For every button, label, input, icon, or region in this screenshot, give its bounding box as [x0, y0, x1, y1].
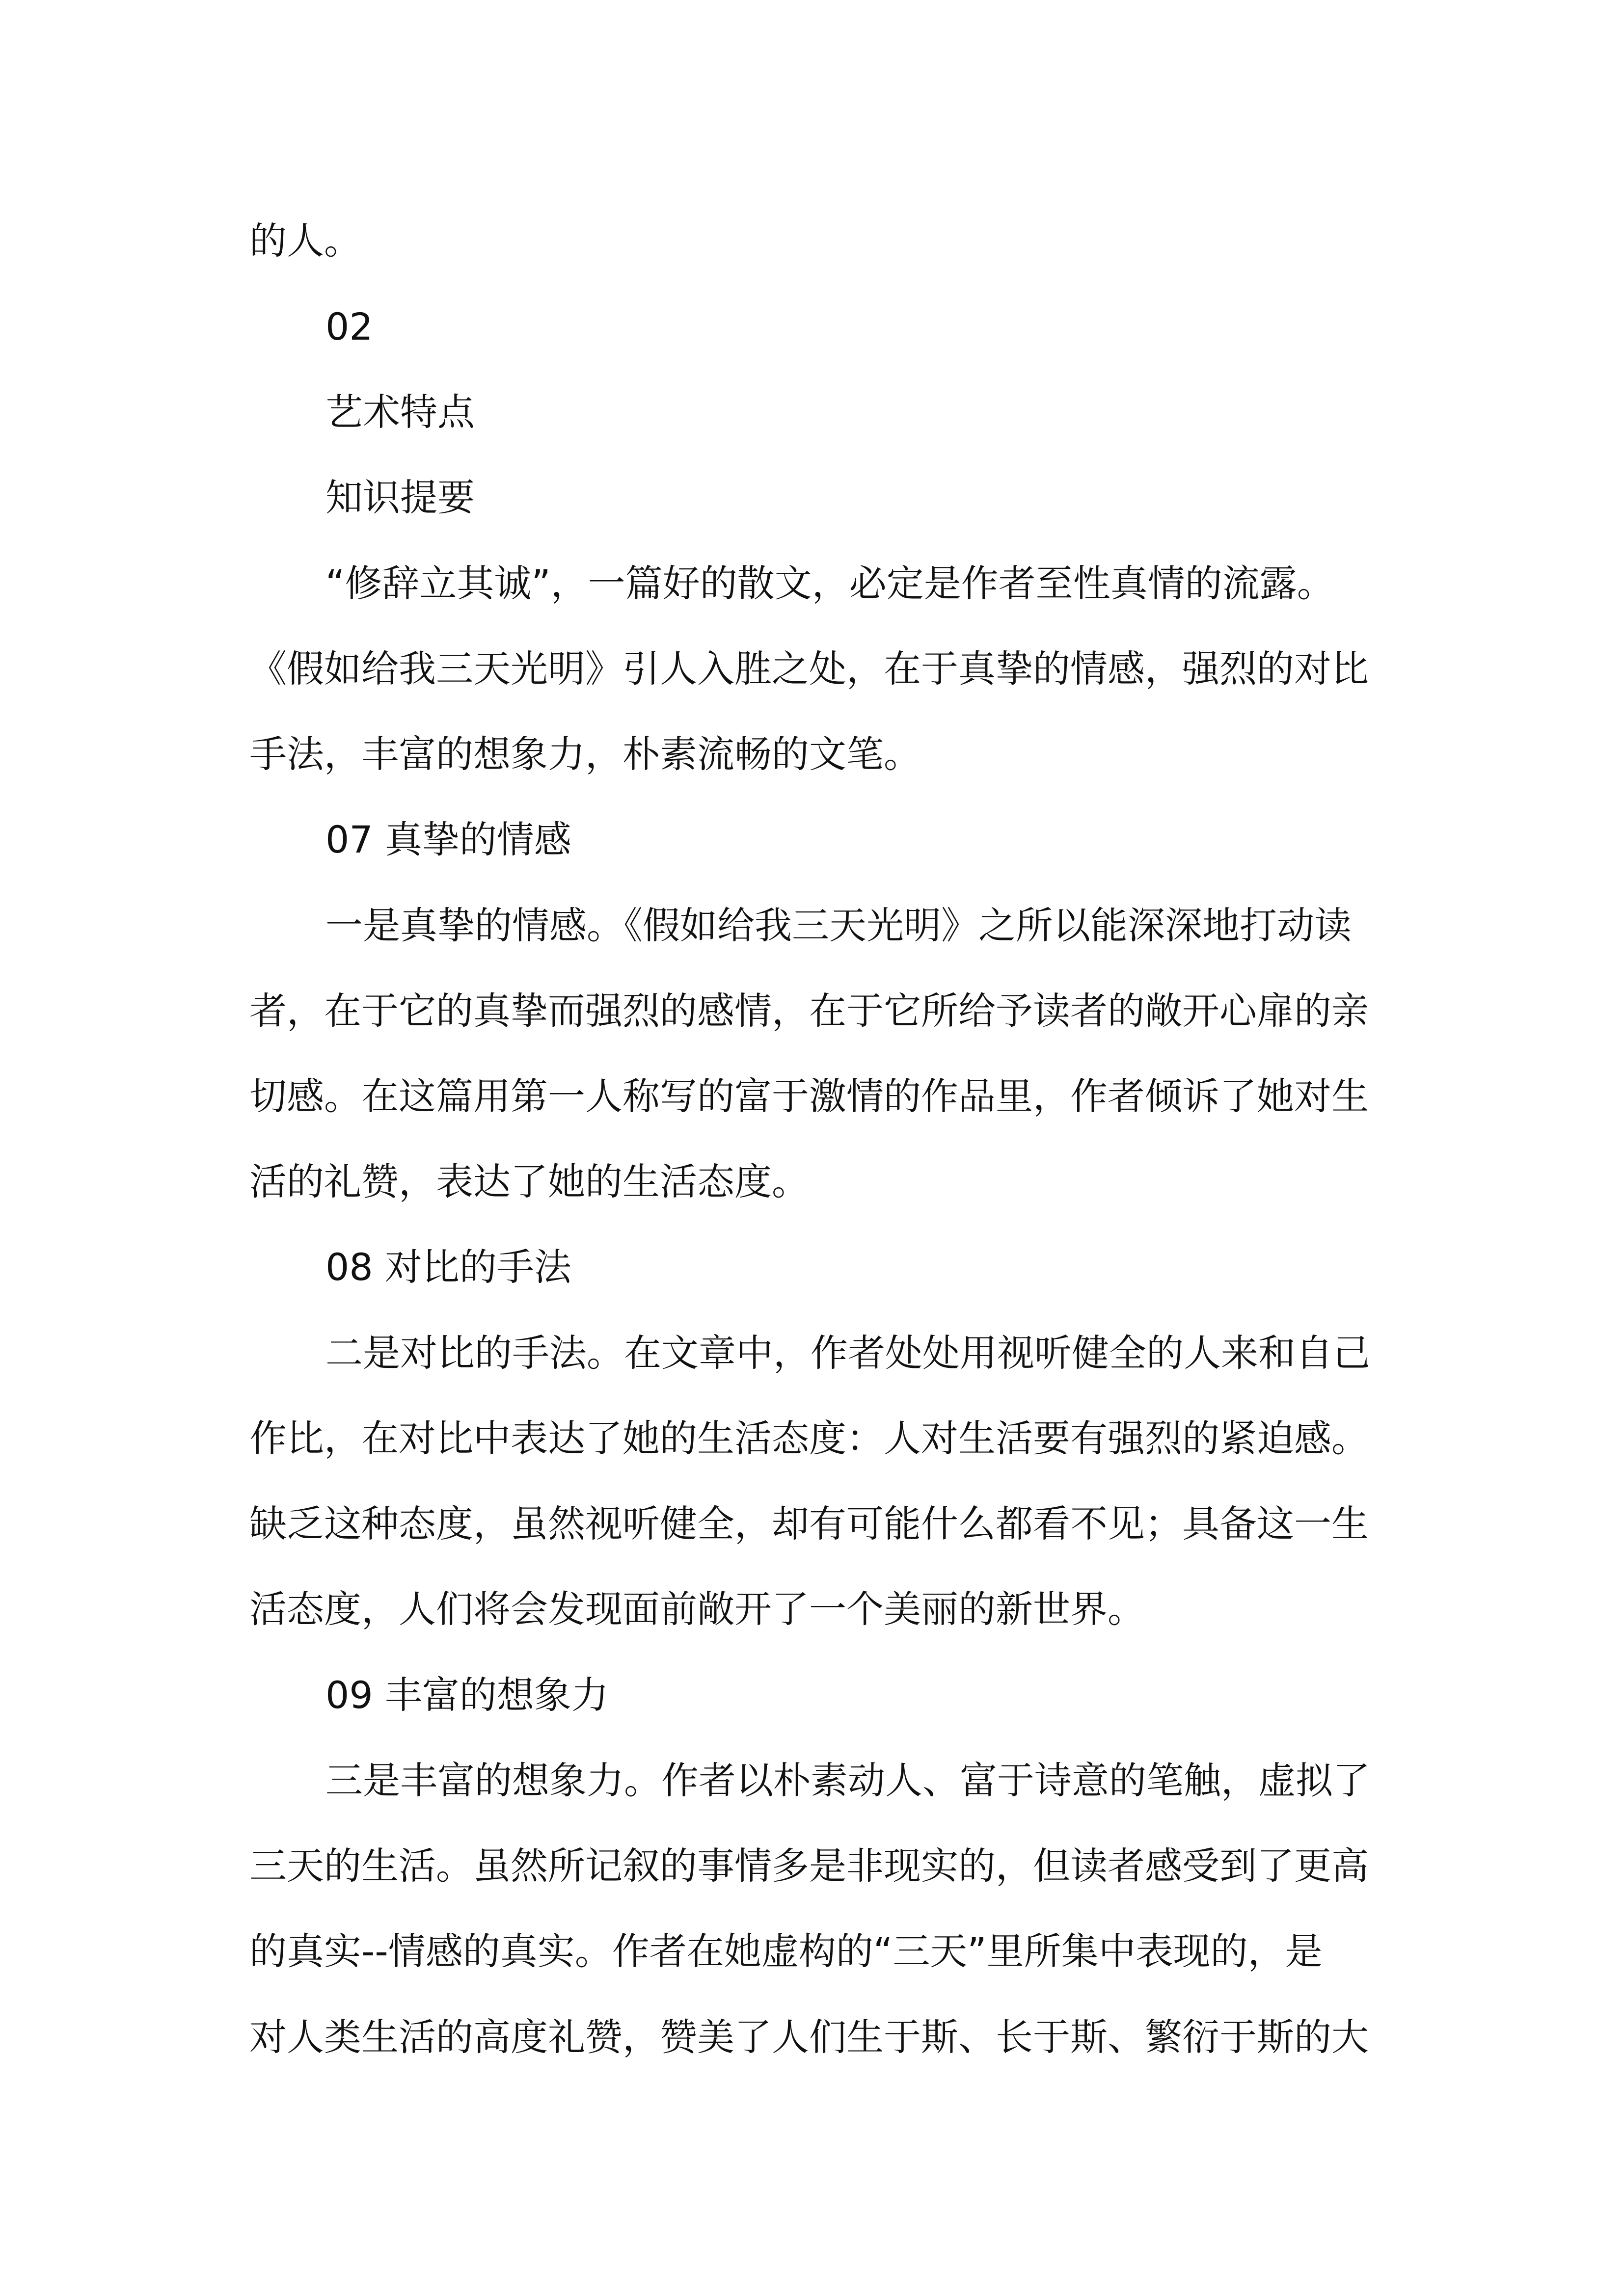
paragraph-line: 手法，丰富的想象力，朴素流畅的文笔。: [249, 732, 921, 776]
paragraph-line: 三天的生活。虽然所记叙的事情多是非现实的，但读者感受到了更高: [249, 1844, 1369, 1888]
paragraph-line: 活的礼赞，表达了她的生活态度。: [249, 1160, 809, 1203]
section-number: 02: [325, 305, 373, 348]
paragraph-line: 的真实--情感的真实。作者在她虚构的“三天”里所集中表现的，是: [249, 1929, 1323, 1973]
paragraph-line: 一是真挚的情感。《假如给我三天光明》之所以能深深地打动读: [325, 904, 1352, 947]
subheading: 知识提要: [325, 476, 475, 519]
subheading: 09 丰富的想象力: [325, 1673, 609, 1717]
paragraph-line: 的人。: [249, 219, 361, 263]
subheading: 07 真挚的情感: [325, 818, 571, 861]
section-title: 艺术特点: [325, 390, 475, 434]
paragraph-line: 对人类生活的高度礼赞，赞美了人们生于斯、长于斯、繁衍于斯的大: [249, 2015, 1369, 2059]
paragraph-line: 活态度，人们将会发现面前敞开了一个美丽的新世界。: [249, 1587, 1145, 1631]
paragraph-line: 缺乏这种态度，虽然视听健全，却有可能什么都看不见；具备这一生: [249, 1502, 1369, 1546]
paragraph-line: “修辞立其诚”，一篇好的散文，必定是作者至性真情的流露。: [325, 561, 1334, 605]
paragraph-line: 作比，在对比中表达了她的生活态度：人对生活要有强烈的紧迫感。: [249, 1416, 1369, 1460]
paragraph-line: 《假如给我三天光明》引人入胜之处，在于真挚的情感，强烈的对比: [249, 647, 1369, 691]
subheading: 08 对比的手法: [325, 1245, 571, 1289]
paragraph-line: 者，在于它的真挚而强烈的感情，在于它所给予读者的敞开心扉的亲: [249, 989, 1369, 1033]
paragraph-line: 切感。在这篇用第一人称写的富于激情的作品里，作者倾诉了她对生: [249, 1074, 1369, 1118]
paragraph-line: 二是对比的手法。在文章中，作者处处用视听健全的人来和自己: [325, 1331, 1370, 1375]
paragraph-line: 三是丰富的想象力。作者以朴素动人、富于诗意的笔触，虚拟了: [325, 1759, 1370, 1802]
